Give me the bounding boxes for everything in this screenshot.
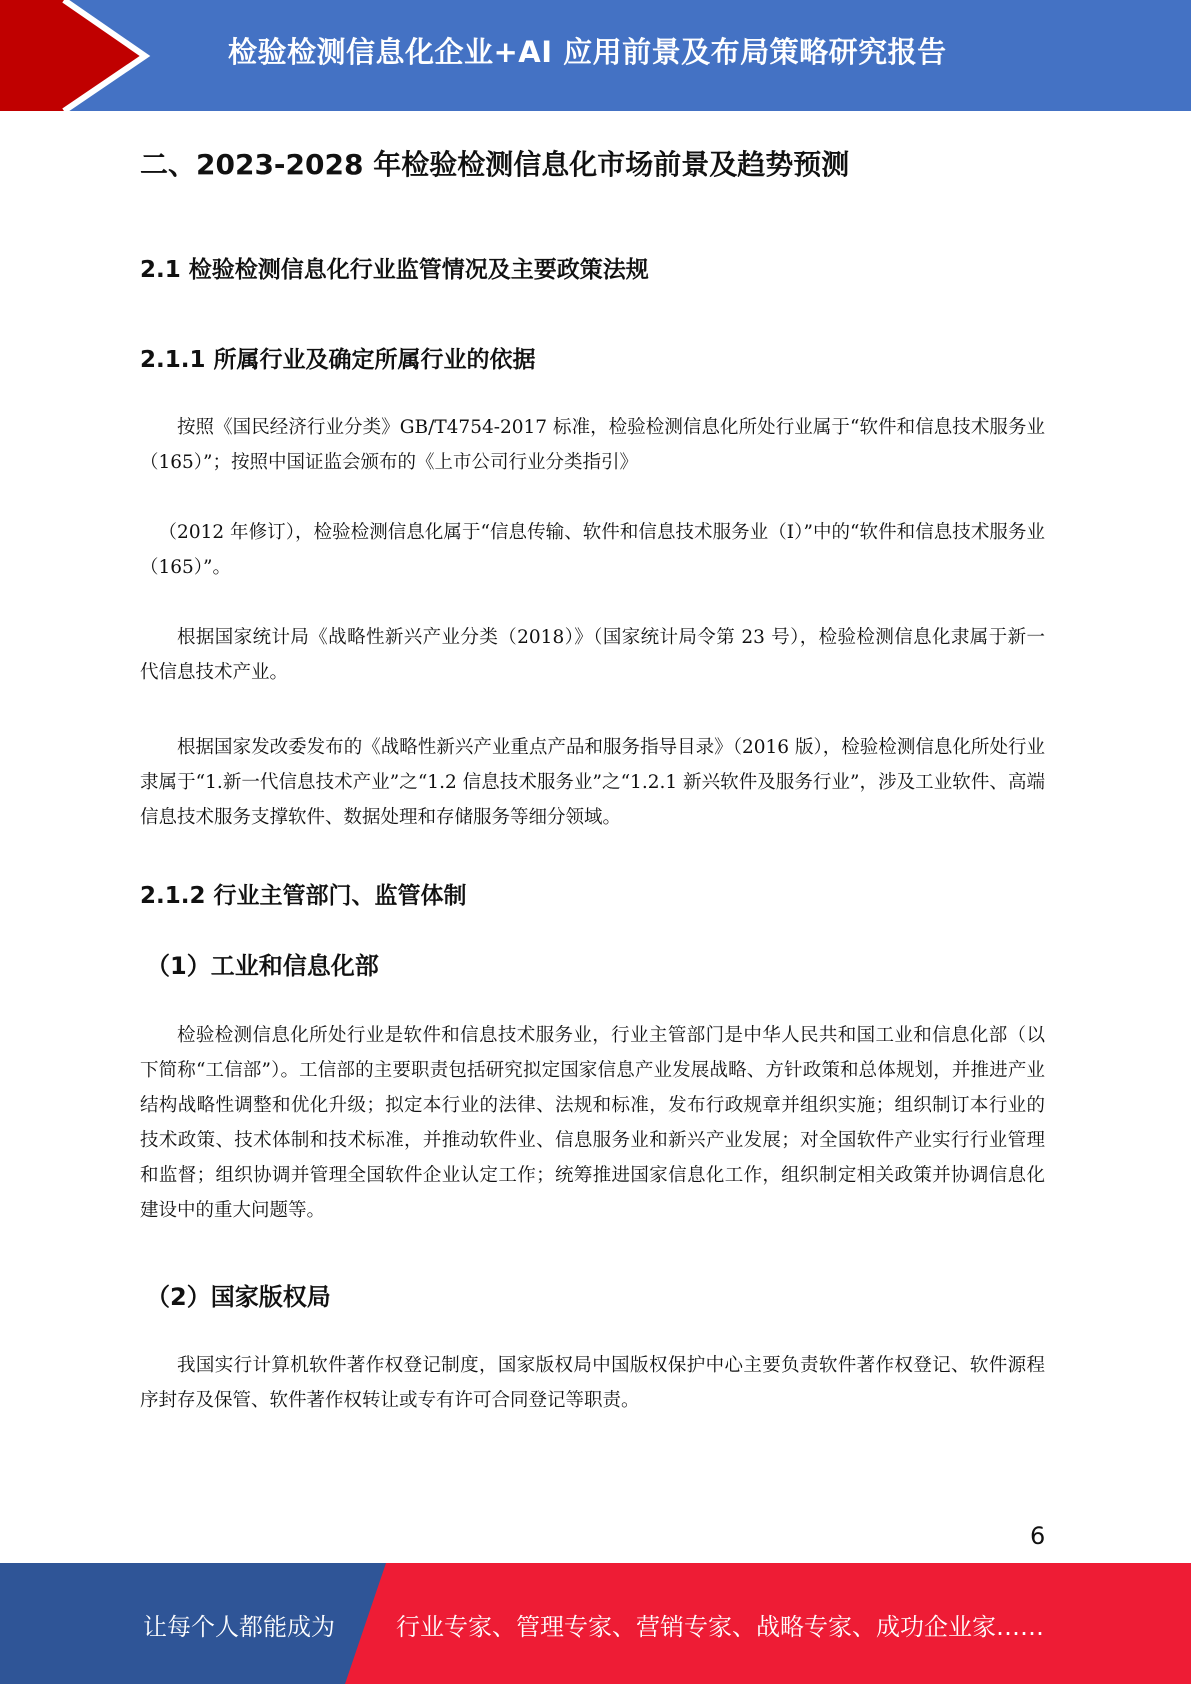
subsection-heading: 2.1.2 行业主管部门、监管体制 bbox=[140, 883, 467, 909]
footer-slogan-left: 让每个人都能成为 bbox=[143, 1613, 335, 1641]
chapter-heading: 二、2023-2028 年检验检测信息化市场前景及趋势预测 bbox=[140, 148, 850, 181]
subsection-heading: 2.1.1 所属行业及确定所属行业的依据 bbox=[140, 347, 536, 373]
sub-subsection-heading: （1）工业和信息化部 bbox=[146, 952, 379, 980]
paragraph: 根据国家发改委发布的《战略性新兴产业重点产品和服务指导目录》（2016 版），检验检测信息化所处行业隶属于“1.新一代信息技术产业”之“1.2 信息技术服务业”之“1.2.1 新兴软件及服务行业”，涉及工业软件、高端信息技术服务支撑软件、数据处理和存储服务等细分领域。 bbox=[140, 737, 1045, 828]
arrow-decoration-icon bbox=[0, 0, 160, 111]
paragraph: 我国实行计算机软件著作权登记制度，国家版权局中国版权保护中心主要负责软件著作权登记、软件源程序封存及保管、软件著作权转让或专有许可合同登记等职责。 bbox=[140, 1355, 1045, 1411]
paragraph: 检验检测信息化所处行业是软件和信息技术服务业，行业主管部门是中华人民共和国工业和信息化部（以下简称“工信部”）。工信部的主要职责包括研究拟定国家信息产业发展战略、方针政策和总体规划，并推进产业结构战略性调整和优化升级；拟定本行业的法律、法规和标准，发布行政规章并组织实施；组织制订本行业的技术政策、技术体制和技术标准，并推动软件业、信息服务业和新兴产业发展；对全国软件产业实行行业管理和监督；组织协调并管理全国软件企业认定工作；统筹推进国家信息化工作，组织制定相关政策并协调信息化建设中的重大问题等。 bbox=[140, 1025, 1045, 1221]
paragraph: （2012 年修订），检验检测信息化属于“信息传输、软件和信息技术服务业（I）”中的“软件和信息技术服务业（165）”。 bbox=[140, 522, 1045, 578]
footer-banner bbox=[0, 1563, 1191, 1684]
footer-slogan-right: 行业专家、管理专家、营销专家、战略专家、成功企业家…… bbox=[396, 1613, 1044, 1641]
sub-subsection-heading: （2）国家版权局 bbox=[146, 1283, 331, 1311]
paragraph: 根据国家统计局《战略性新兴产业分类（2018）》（国家统计局令第 23 号），检验检测信息化隶属于新一代信息技术产业。 bbox=[140, 627, 1045, 683]
header-banner bbox=[0, 0, 1191, 111]
paragraph: 按照《国民经济行业分类》GB/T4754-2017 标准，检验检测信息化所处行业属于“软件和信息技术服务业（165）”；按照中国证监会颁布的《上市公司行业分类指引》 bbox=[140, 417, 1045, 473]
report-title: 检验检测信息化企业+AI 应用前景及布局策略研究报告 bbox=[228, 35, 947, 69]
page-number: 6 bbox=[1030, 1522, 1046, 1550]
section-heading: 2.1 检验检测信息化行业监管情况及主要政策法规 bbox=[140, 257, 649, 283]
